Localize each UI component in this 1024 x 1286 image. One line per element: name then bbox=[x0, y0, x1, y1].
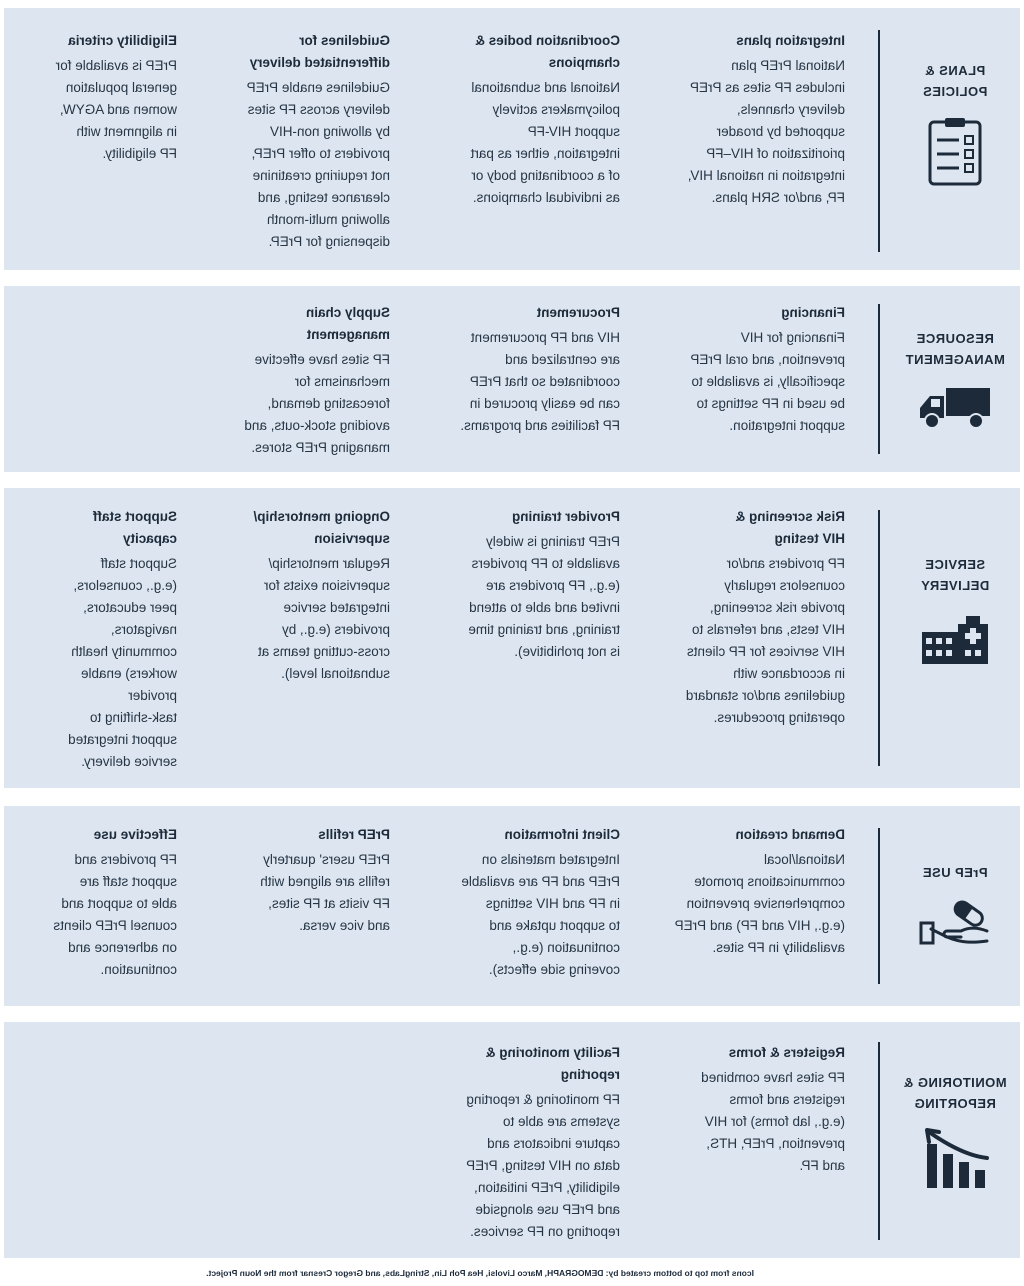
item-title: Integration plans bbox=[736, 33, 845, 48]
section-divider bbox=[878, 304, 880, 454]
category-title: PrEP USE bbox=[922, 865, 988, 880]
item-client-information bbox=[420, 824, 620, 981]
item-body: PrEP is available for general population women and AGYW, in alignment with FP eligibility. bbox=[55, 58, 177, 161]
item-supply-chain bbox=[190, 302, 390, 459]
item-title: Supply chain management bbox=[305, 305, 390, 342]
item-body: National PrEP plan includes FP sites as PrEP delivery channels, supported by broader prioritization of HIV–FP integration in national HIV, FP, and/or SRH plans. bbox=[687, 58, 845, 205]
item-title: Effective use bbox=[93, 827, 177, 842]
item-provider-training bbox=[420, 506, 620, 663]
category-title: RESOURCE MANAGEMENT bbox=[905, 331, 1005, 367]
section-divider bbox=[878, 510, 880, 766]
item-title: Risk screening & HIV testing bbox=[735, 509, 845, 546]
category-resource-management bbox=[890, 286, 1020, 472]
item-title: Provider training bbox=[511, 509, 620, 524]
icon-credits: Icons from top to bottom created by: DEMOGRAPH, Marco Livolsi, Hea Poh Lin, StringLabs, and Gregor Cresnar from the Noun Project. bbox=[206, 1268, 754, 1278]
category-monitoring-reporting bbox=[890, 1022, 1020, 1258]
item-financing bbox=[645, 302, 845, 437]
item-title: Coordination bodies & champions bbox=[475, 33, 620, 70]
section-service-delivery bbox=[4, 488, 1020, 788]
item-body: FP monitoring & reporting systems are able to capture indicators and data on HIV testing, PrEP eligibility, PrEP initiation, and PrEP use alongside reporting on FP services. bbox=[466, 1092, 620, 1239]
item-facility-monitoring bbox=[420, 1042, 620, 1243]
item-body: PrEP training is widely available to FP providers (e.g., FP providers are invited and able to attend training, and training time is not prohibitive). bbox=[468, 534, 620, 659]
category-title: PLANS & POLICIES bbox=[922, 63, 988, 99]
item-integration-plans bbox=[645, 30, 845, 209]
item-registers-forms bbox=[645, 1042, 845, 1177]
item-title: Procurement bbox=[536, 305, 620, 320]
section-resource-management bbox=[4, 286, 1020, 472]
category-plans-policies bbox=[890, 8, 1020, 270]
category-service-delivery bbox=[890, 488, 1020, 788]
section-prep-use bbox=[4, 806, 1020, 1006]
category-title: SERVICE DELIVERY bbox=[920, 557, 990, 593]
section-monitoring-reporting bbox=[4, 1022, 1020, 1258]
item-title: Ongoing mentorship/ supervision bbox=[253, 509, 390, 546]
item-body: FP sites have combined registers and forms (e.g., lab forms) for HIV prevention, PrEP, HTS, and FP. bbox=[701, 1070, 845, 1173]
item-title: PrEP refills bbox=[318, 827, 390, 842]
item-body: Guidelines enable PrEP delivery across FP sites by allowing non-HIV providers to offer PrEP, not requiring creatinine clearance testing, and allowing multi-month dispensing for PrEP. bbox=[246, 80, 390, 249]
item-title: Eligibility criteria bbox=[68, 33, 177, 48]
delivery-truck-icon bbox=[918, 384, 992, 435]
item-title: Registers & forms bbox=[728, 1045, 845, 1060]
item-support-staff bbox=[7, 506, 177, 773]
rising-bar-chart-icon bbox=[919, 1128, 991, 1195]
item-body: Integrated materials on PrEP and FP are available in FP and HIV settings to support uptake and continuation (e.g., covering side effects). bbox=[461, 852, 620, 977]
hospital-building-icon bbox=[920, 610, 990, 671]
section-divider bbox=[878, 828, 880, 984]
item-coordination-bodies bbox=[420, 30, 620, 209]
item-title: Support staff capacity bbox=[93, 509, 177, 546]
item-body: PrEP users' quarterly refills are aligned with FP visits at FP sites, and vice versa. bbox=[260, 852, 390, 933]
section-divider bbox=[878, 1042, 880, 1240]
category-prep-use bbox=[890, 806, 1020, 1006]
item-title: Guidelines for differentiated delivery bbox=[249, 33, 390, 70]
item-body: National/local communications promote comprehensive prevention (e.g., HIV and FP) and PrEP availability in FP sites. bbox=[674, 852, 845, 955]
item-body: HIV and FP procurement are centralized and coordinated so that PrEP can be easily procured in FP facilities and programs. bbox=[460, 330, 620, 433]
category-title: MONITORING & REPORTING bbox=[903, 1075, 1007, 1111]
item-procurement bbox=[420, 302, 620, 437]
item-demand-creation bbox=[645, 824, 845, 959]
item-body: Support staff (e.g., counselors, peer educators, navigators, community health workers) enable provider task-shifting to support integrated service delivery. bbox=[68, 556, 177, 769]
item-body: National and subnational policymakers actively support HIV-FP integration, either as part of a coordinating body or as individual champions. bbox=[470, 80, 620, 205]
item-title: Financing bbox=[781, 305, 845, 320]
item-body: Regular mentorship/ supervision exists for integrated service providers (e.g., by cross-cutting teams at subnational level). bbox=[257, 556, 390, 681]
item-title: Facility monitoring & reporting bbox=[485, 1045, 620, 1082]
item-effective-use bbox=[7, 824, 177, 981]
item-prep-refills bbox=[190, 824, 390, 937]
item-ongoing-mentorship bbox=[190, 506, 390, 685]
item-eligibility-criteria bbox=[7, 30, 177, 165]
item-body: FP providers and/or counselors regularly provide risk screening, HIV tests, and referrals to HIV services for FP clients in accordance with guidelines and/or standard operating procedures. bbox=[685, 556, 845, 725]
section-divider bbox=[878, 30, 880, 252]
item-body: FP sites have effective mechanisms for forecasting demand, avoiding stock-outs, and managing PrEP stores. bbox=[244, 352, 390, 455]
section-plans-policies bbox=[4, 8, 1020, 270]
item-title: Client information bbox=[504, 827, 620, 842]
item-body: FP providers and support staff are able to support and counsel PrEP clients on adherence and continuation. bbox=[53, 852, 177, 977]
item-risk-screening bbox=[645, 506, 845, 729]
clipboard-checklist-icon bbox=[927, 116, 983, 191]
hand-with-pill-icon bbox=[919, 897, 991, 952]
item-title: Demand creation bbox=[735, 827, 845, 842]
item-body: Financing for HIV prevention, and oral PrEP specifically, is available to be used in FP settings to support integration. bbox=[690, 330, 845, 433]
item-guidelines bbox=[190, 30, 390, 253]
